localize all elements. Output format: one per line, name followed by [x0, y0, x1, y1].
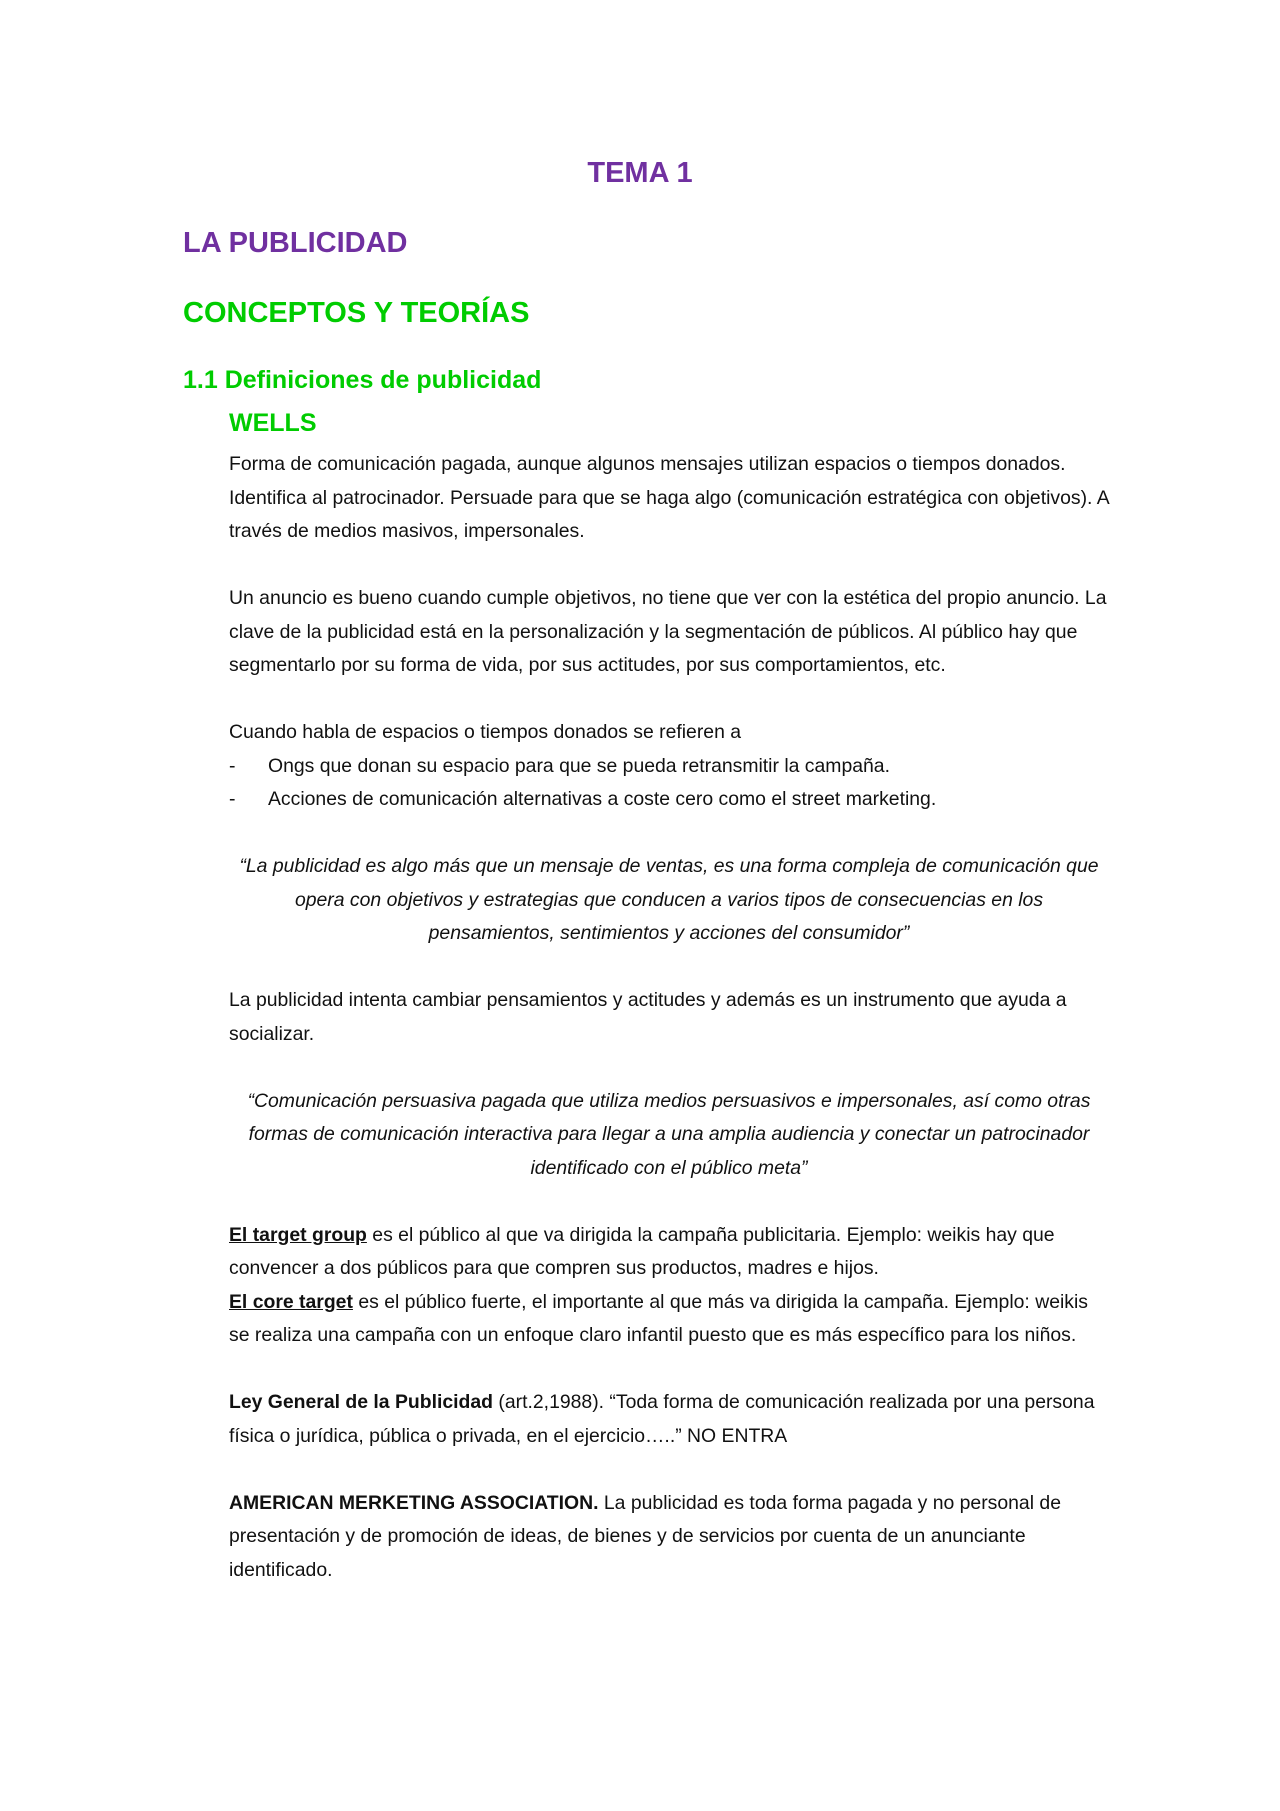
bullet-list	[229, 750, 1109, 817]
target-group-definition: es el público al que va dirigida la campaña publicitaria. Ejemplo: weikis hay que convencer a dos públicos para que compren sus productos, madres e hijos.	[229, 1223, 1055, 1279]
paragraph-ama	[229, 1487, 1109, 1588]
bullet-marker: -	[229, 754, 236, 777]
quote-block: “Comunicación persuasiva pagada que utiliza medios persuasivos e impersonales, así como otras formas de comunicación interactiva para llegar a una amplia audiencia y conectar un patrocinador identificado con el público meta”	[247, 1089, 1091, 1179]
term-ley-general: Ley General de la Publicidad	[229, 1391, 494, 1413]
paragraph-target-group	[229, 1219, 1109, 1286]
tema-title: TEMA 1	[587, 157, 693, 189]
paragraph-good-ad: Un anuncio es bueno cuando cumple objetivos, no tiene que ver con la estética del propio anuncio. La clave de la publicidad está en la personalización y la segmentación de públicos. Al público hay que segmentarlo por su forma de vida, por sus actitudes, por sus comportamientos, etc.	[229, 587, 1107, 676]
subheading: CONCEPTOS Y TEORÍAS	[183, 297, 530, 329]
quote-block: “La publicidad es algo más que un mensaje de ventas, es una forma compleja de comunicación que opera con objetivos y estrategias que conducen a varios tipos de consecuencias en los pensamientos, sentimientos y acciones del consumidor”	[239, 855, 1099, 944]
paragraph-donated-spaces: Cuando habla de espacios o tiempos donados se refieren a	[229, 721, 742, 743]
main-heading: LA PUBLICIDAD	[183, 227, 408, 259]
section-heading: 1.1 Definiciones de publicidad	[183, 366, 542, 394]
document-body	[229, 448, 1109, 1587]
list-item	[0, 750, 1109, 784]
ama-definition: La publicidad es toda forma pagada y no personal de presentación y de promoción de ideas, de bienes y de servicios por cuenta de un anunciante identificado.	[229, 1491, 1061, 1581]
ley-general-definition: (art.2,1988). “Toda forma de comunicación realizada por una persona física o jurídica, pública o privada, en el ejercicio…..” NO ENTRA	[229, 1391, 1095, 1447]
paragraph-socialize: La publicidad intenta cambiar pensamientos y actitudes y además es un instrumento que ayuda a socializar.	[229, 989, 1067, 1045]
list-item-text: Acciones de comunicación alternativas a coste cero como el street marketing.	[268, 788, 937, 810]
term-ama: AMERICAN MERKETING ASSOCIATION.	[229, 1491, 599, 1514]
term-target-group: El target group	[229, 1223, 367, 1246]
paragraph-ley-general	[229, 1386, 1109, 1453]
author-heading: WELLS	[229, 409, 317, 437]
list-item-text: Ongs que donan su espacio para que se pueda retransmitir la campaña.	[268, 754, 890, 777]
paragraph-definition: Forma de comunicación pagada, aunque algunos mensajes utilizan espacios o tiempos donados. Identifica al patrocinador. Persuade para que se haga algo (comunicación estratégica con objetivos). A través de medios masivos, impersonales.	[229, 453, 1109, 542]
core-target-definition: es el público fuerte, el importante al que más va dirigida la campaña. Ejemplo: weikis se realiza una campaña con un enfoque claro infantil puesto que es más específico para los niños.	[229, 1290, 1089, 1346]
paragraph-core-target	[229, 1286, 1109, 1353]
bullet-marker: -	[229, 788, 236, 810]
term-core-target: El core target	[229, 1290, 353, 1313]
list-item	[0, 783, 1109, 817]
